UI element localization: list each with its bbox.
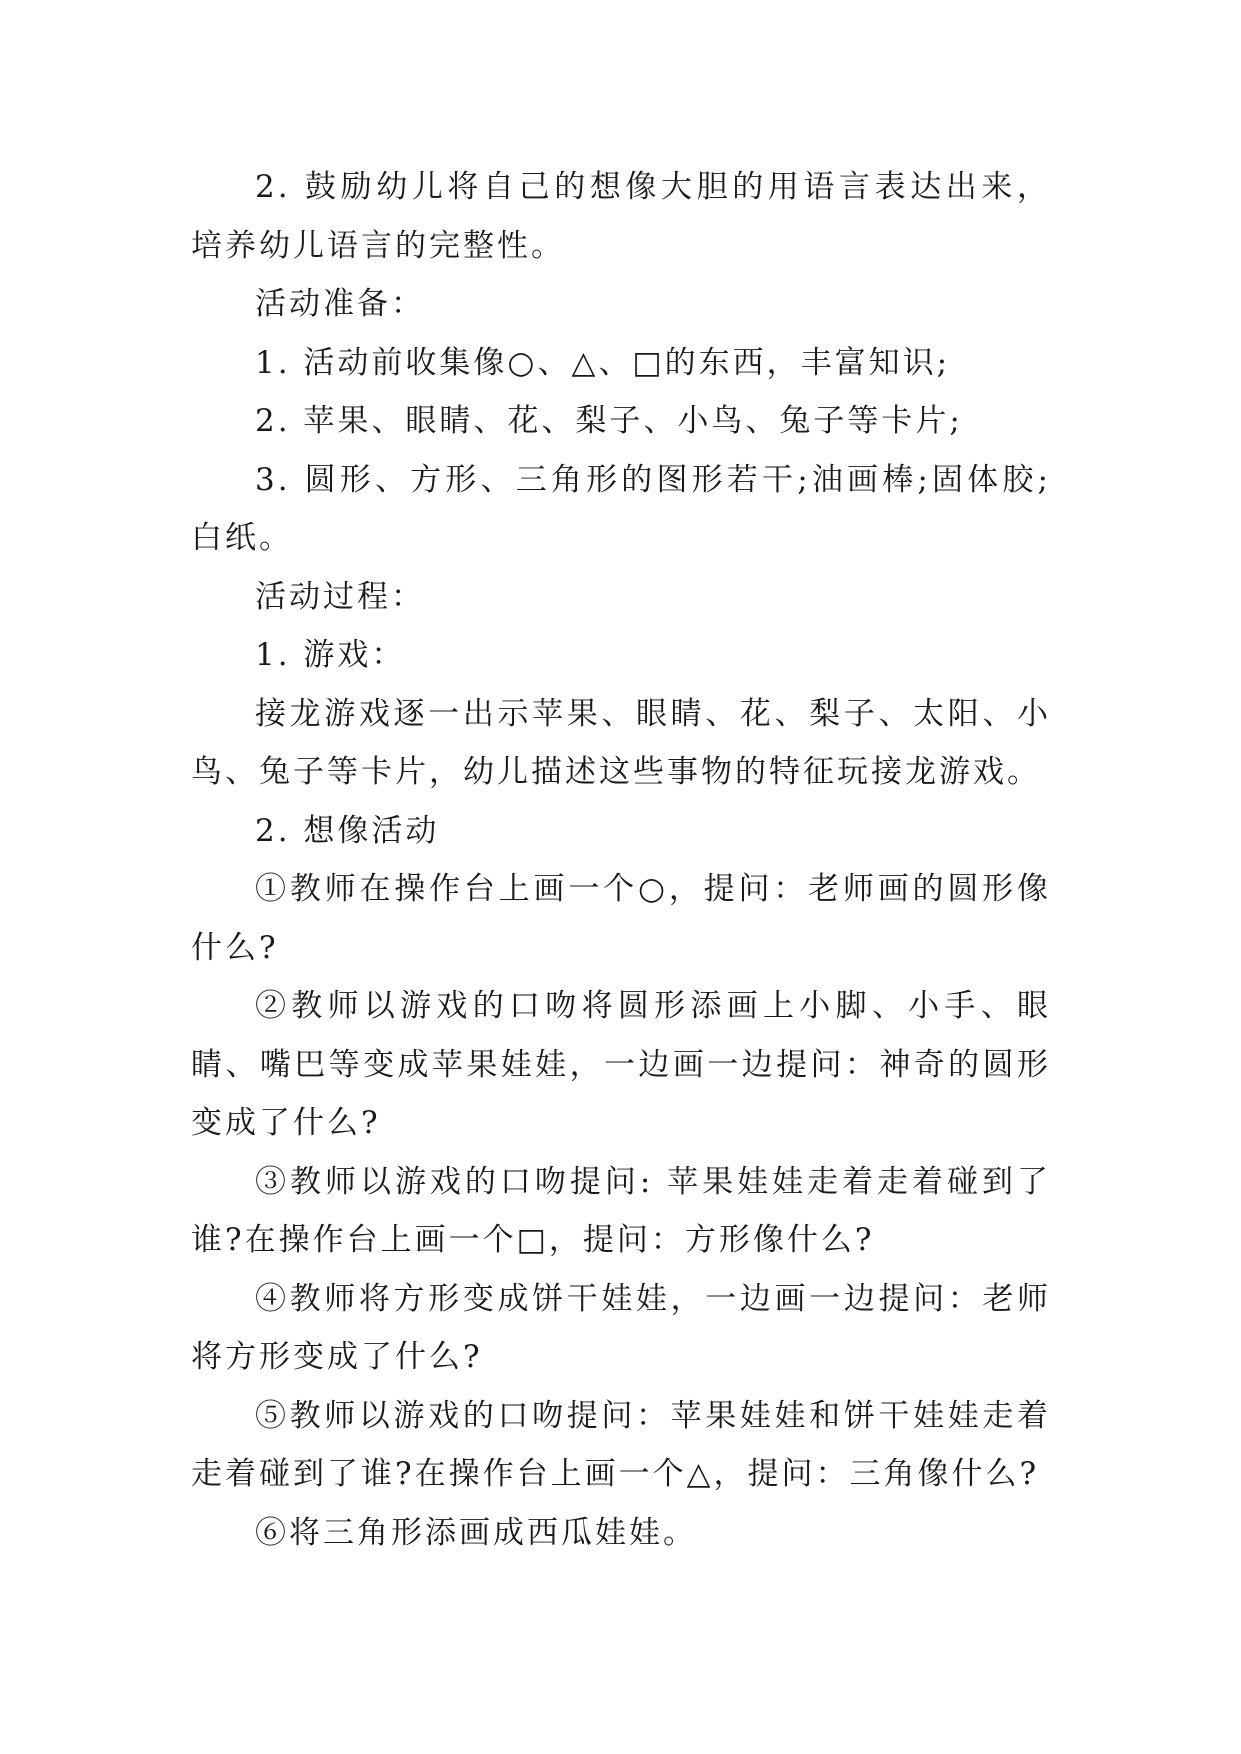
document-body [191,158,1051,1562]
process-substep-3: ③教师以游戏的口吻提问: 苹果娃娃走着走着碰到了谁?在操作台上画一个□，提问：方形像什么? [191,1163,1051,1258]
preparation-item-2: 2. 苹果、眼睛、花、梨子、小鸟、兔子等卡片; [255,403,963,439]
section-heading-process: 活动过程： [255,578,425,615]
process-substep-1: ①教师在操作台上画一个○，提问：老师画的圆形像什么? [191,871,1051,966]
preparation-item-3: 3. 圆形、方形、三角形的图形若干;油画棒;固体胶;白纸。 [191,461,1051,556]
process-substep-2: ②教师以游戏的口吻将圆形添画上小脚、小手、眼睛、嘴巴等变成苹果娃娃，一边画一边提问：神奇的圆形变成了什么? [191,988,1051,1141]
section-heading-preparation: 活动准备： [255,286,425,322]
paragraph-goal-2: 2. 鼓励幼儿将自己的想像大胆的用语言表达出来，培养幼儿语言的完整性。 [191,169,1051,264]
preparation-item-1: 1. 活动前收集像○、△、□的东西，丰富知识; [255,344,951,381]
process-step-1-text: 接龙游戏逐一出示苹果、眼睛、花、梨子、太阳、小鸟、兔子等卡片，幼儿描述这些事物的特征玩接龙游戏。 [191,695,1051,790]
process-substep-6: ⑥将三角形添画成西瓜娃娃。 [255,1514,697,1551]
process-step-1-heading: 1. 游戏： [255,637,406,673]
process-substep-4: ④教师将方形变成饼干娃娃，一边画一边提问：老师将方形变成了什么? [191,1280,1051,1375]
process-substep-5: ⑤教师以游戏的口吻提问：苹果娃娃和饼干娃娃走着走着碰到了谁?在操作台上画一个△，提问：三角像什么? [191,1397,1051,1492]
process-step-2-heading: 2. 想像活动 [255,812,440,849]
